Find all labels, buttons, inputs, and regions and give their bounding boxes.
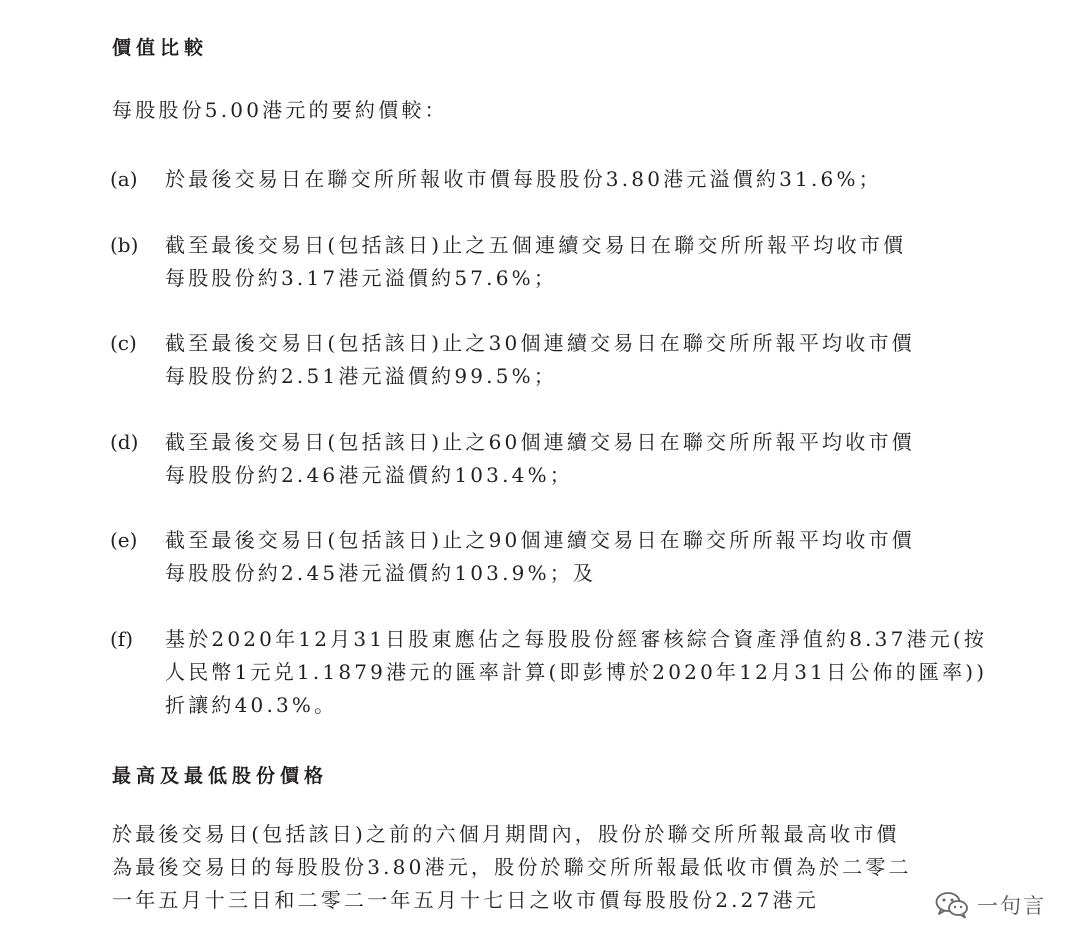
list-item-label: (f) xyxy=(110,627,134,651)
paragraph-line: 於最後交易日(包括該日)之前的六個月期間內，股份於聯交所所報最高收市價 xyxy=(112,822,900,846)
list-item-line: 截至最後交易日(包括該日)止之五個連續交易日在聯交所所報平均收市價 xyxy=(165,233,907,257)
list-item-text xyxy=(165,524,1045,590)
watermark xyxy=(931,888,1050,922)
list-item-label: (e) xyxy=(110,528,138,552)
list-item-line: 每股股份約2.51港元溢價約99.5%； xyxy=(165,364,558,388)
list-item-text xyxy=(165,327,1045,393)
list-item-line: 截至最後交易日(包括該日)止之30個連續交易日在聯交所所報平均收市價 xyxy=(165,331,915,355)
list-item-line: 基於2020年12月31日股東應佔之每股股份經審核綜合資產淨值約8.37港元(按 xyxy=(165,627,988,651)
paragraph-line: 為最後交易日的每股股份3.80港元，股份於聯交所所報最低收市價為於二零二 xyxy=(112,855,912,879)
list-item-text xyxy=(165,229,1045,295)
list-item-label: (d) xyxy=(110,430,139,454)
intro-paragraph xyxy=(112,94,1047,127)
list-item-line: 人民幣1元兑1.1879港元的匯率計算(即彭博於2020年12月31日公佈的匯率)) xyxy=(165,660,988,684)
list-item-label: (c) xyxy=(110,331,137,355)
list-item-text xyxy=(165,623,1045,722)
section-heading-value-comparison: 價值比較 xyxy=(112,37,209,59)
wechat-icon xyxy=(935,891,969,919)
list-item-text xyxy=(165,163,1045,196)
list-item-line: 截至最後交易日(包括該日)止之60個連續交易日在聯交所所報平均收市價 xyxy=(165,430,915,454)
list-item-text xyxy=(165,426,1045,492)
paragraph-line: 一年五月十三日和二零二一年五月十七日之收市價每股股份2.27港元 xyxy=(112,888,819,912)
list-item-line: 每股股份約3.17港元溢價約57.6%； xyxy=(165,266,558,290)
list-item-label: (a) xyxy=(110,167,138,191)
list-item-line: 於最後交易日在聯交所所報收市價每股股份3.80港元溢價約31.6%； xyxy=(165,167,882,191)
watermark-text: 一句言 xyxy=(977,894,1046,918)
list-item-label: (b) xyxy=(110,233,139,257)
list-item-line: 折讓約40.3%。 xyxy=(165,693,338,717)
list-item-line: 每股股份約2.45港元溢價約103.9%；及 xyxy=(165,561,597,585)
price-paragraph xyxy=(112,818,1047,917)
list-item-line: 截至最後交易日(包括該日)止之90個連續交易日在聯交所所報平均收市價 xyxy=(165,528,915,552)
list-item-line: 每股股份約2.46港元溢價約103.4%； xyxy=(165,463,573,487)
intro-line: 每股股份5.00港元的要約價較： xyxy=(112,98,448,122)
section-heading-highest-lowest-prices: 最高及最低股份價格 xyxy=(112,765,329,787)
